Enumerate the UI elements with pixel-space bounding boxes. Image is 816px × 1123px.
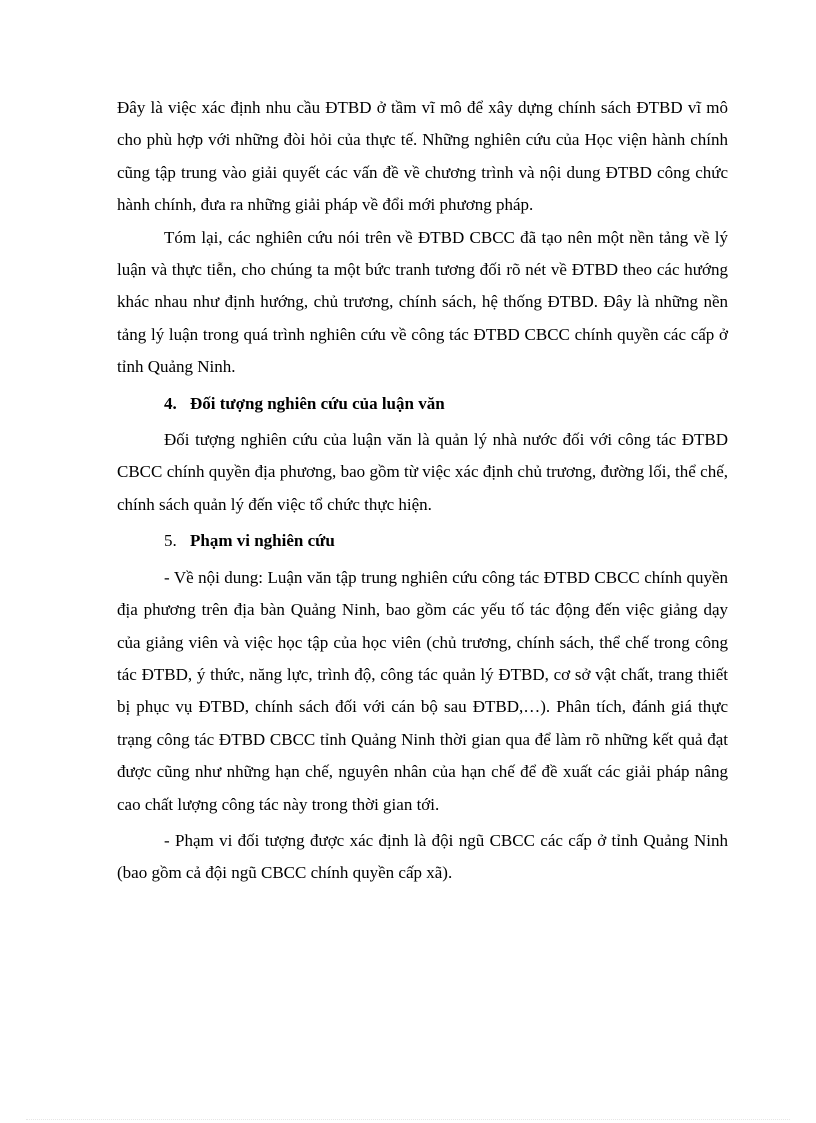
section-number: 5. <box>164 531 177 551</box>
section-heading-research-subject <box>117 388 728 420</box>
document-page <box>117 92 728 890</box>
section-title: Đối tượng nghiên cứu của luận văn <box>190 393 445 413</box>
section-number: 4. <box>164 393 177 413</box>
section-heading-research-scope <box>117 525 728 557</box>
paragraph-scope-content: - Về nội dung: Luận văn tập trung nghiên cứu công tác ĐTBD CBCC chính quyền địa phương trên địa bàn Quảng Ninh, bao gồm các yếu tố tác động đến việc giảng dạy của giảng viên và việc học tập của học viên (chủ trương, chính sách, thể chế trong công tác ĐTBD, ý thức, năng lực, trình độ, công tác quản lý ĐTBD, cơ sở vật chất, trang thiết bị phục vụ ĐTBD, chính sách đối với cán bộ sau ĐTBD,…). Phân tích, đánh giá thực trạng công tác ĐTBD CBCC tỉnh Quảng Ninh thời gian qua để làm rõ những kết quả đạt được cũng như những hạn chế, nguyên nhân của hạn chế để đề xuất các giải pháp nâng cao chất lượng công tác này trong thời gian tới. <box>117 567 728 814</box>
paragraph-summary: Tóm lại, các nghiên cứu nói trên về ĐTBD CBCC đã tạo nên một nền tảng về lý luận và thực tiễn, cho chúng ta một bức tranh tương đối rõ nét về ĐTBD theo các hướng khác nhau như định hướng, chủ trương, chính sách, hệ thống ĐTBD. Đây là những nền tảng lý luận trong quá trình nghiên cứu về công tác ĐTBD CBCC chính quyền các cấp ở tỉnh Quảng Ninh. <box>117 227 728 377</box>
paragraph-scope-subjects: - Phạm vi đối tượng được xác định là đội ngũ CBCC các cấp ở tỉnh Quảng Ninh (bao gồm cả đội ngũ CBCC chính quyền cấp xã). <box>117 830 728 883</box>
paragraph-training-needs: Đây là việc xác định nhu cầu ĐTBD ở tầm vĩ mô để xây dựng chính sách ĐTBD vĩ mô cho phù hợp với những đòi hỏi của thực tế. Những nghiên cứu của Học viện hành chính cũng tập trung vào giải quyết các vấn đề về chương trình và nội dung ĐTBD công chức hành chính, đưa ra những giải pháp về đổi mới phương pháp. <box>117 98 728 215</box>
section-title: Phạm vi nghiên cứu <box>190 531 335 551</box>
page-bottom-rule <box>26 1119 790 1120</box>
paragraph-research-subject: Đối tượng nghiên cứu của luận văn là quản lý nhà nước đối với công tác ĐTBD CBCC chính quyền địa phương, bao gồm từ việc xác định chủ trương, đường lối, thể chế, chính sách quản lý đến việc tổ chức thực hiện. <box>117 430 728 514</box>
